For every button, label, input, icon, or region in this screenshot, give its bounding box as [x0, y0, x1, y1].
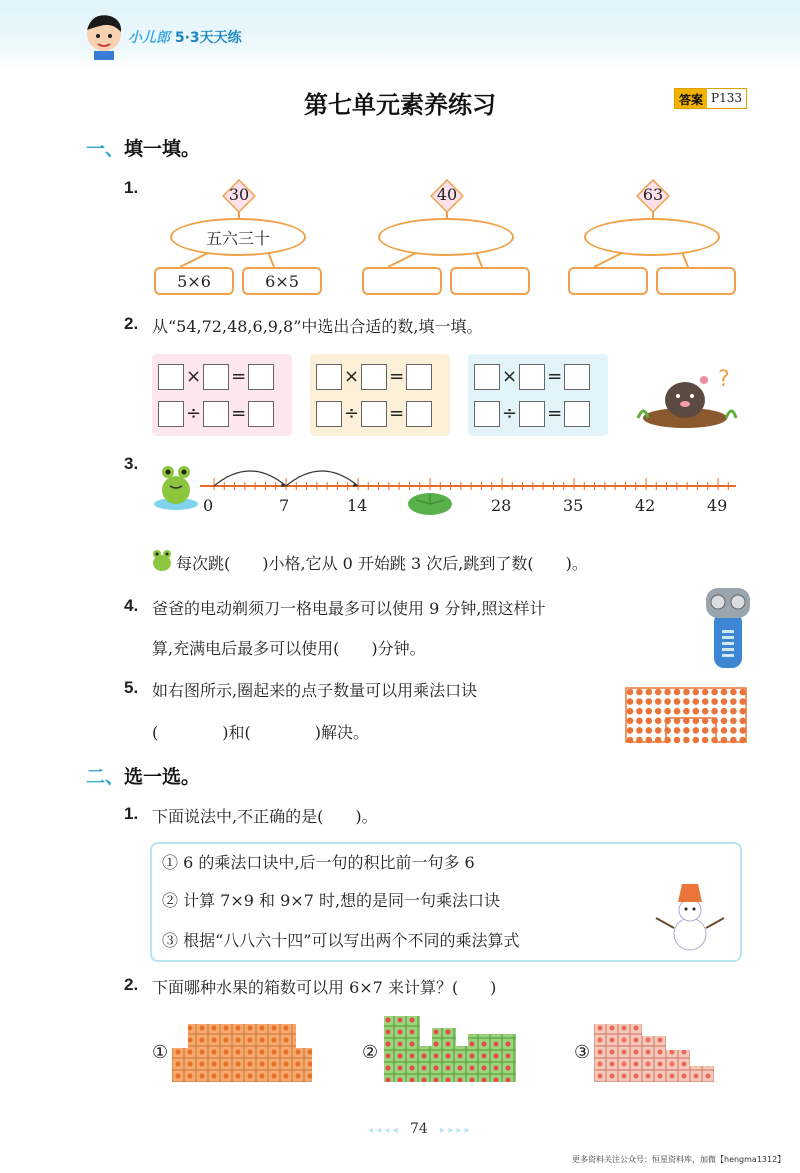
section2-number: 二、 — [86, 766, 125, 788]
blank-box[interactable] — [203, 401, 229, 427]
op: ÷ — [344, 403, 360, 424]
section1-number: 一、 — [86, 138, 125, 160]
tick-label: 49 — [707, 496, 728, 515]
blank-box[interactable] — [564, 364, 590, 390]
s1-q3-text: 每次跳( )小格,它从 0 开始跳 3 次后,跳到了数( )。 — [176, 554, 588, 573]
jump-arc-1 — [214, 471, 286, 486]
op: ÷ — [502, 403, 518, 424]
blank-box[interactable] — [203, 364, 229, 390]
blank-box[interactable] — [474, 401, 500, 427]
dot — [664, 698, 671, 705]
dot — [683, 689, 690, 696]
dot — [636, 727, 643, 734]
group1-middle: 五六三十 — [170, 218, 306, 256]
dot — [674, 689, 681, 696]
dot — [740, 737, 747, 744]
dot — [702, 708, 709, 715]
eq-row — [158, 401, 286, 427]
group2-middle[interactable] — [378, 218, 514, 256]
dot — [702, 698, 709, 705]
footer-dots-left: ◂ ◂ ◂ ◂ — [368, 1125, 398, 1136]
dot — [683, 698, 690, 705]
dot — [740, 698, 747, 705]
dot — [721, 698, 728, 705]
crate-block — [432, 1028, 456, 1082]
crate-figure-2 — [382, 1014, 522, 1084]
dot — [721, 737, 728, 744]
dot — [721, 727, 728, 734]
dot — [711, 718, 718, 725]
tick-label: 0 — [203, 496, 214, 515]
dot — [627, 718, 634, 725]
eq-row — [474, 364, 602, 390]
group3-right[interactable] — [656, 267, 736, 295]
s1-q4-number: 4. — [124, 596, 139, 615]
crate-figure-3 — [594, 1022, 718, 1084]
dot — [683, 727, 690, 734]
blank-box[interactable] — [406, 364, 432, 390]
brand — [128, 27, 242, 47]
dot — [646, 689, 653, 696]
dot — [693, 727, 700, 734]
tick-labels — [200, 496, 740, 518]
fig-label-1[interactable]: ① — [152, 1042, 169, 1063]
blank-box[interactable] — [519, 364, 545, 390]
dot — [655, 737, 662, 744]
frog-icon — [152, 460, 200, 512]
brand-series: 5·3天天练 — [174, 30, 242, 46]
blank-box[interactable] — [361, 401, 387, 427]
group2-right[interactable] — [450, 267, 530, 295]
answer-label: 答案 — [675, 89, 707, 108]
blank-box[interactable] — [158, 364, 184, 390]
dot — [674, 737, 681, 744]
dot — [655, 698, 662, 705]
eq-row — [474, 401, 602, 427]
blank-box[interactable] — [406, 401, 432, 427]
page-title: 第七单元素养练习 — [304, 91, 496, 119]
group1-top: 30 — [228, 185, 250, 204]
dot — [674, 698, 681, 705]
snowman-icon — [652, 880, 728, 952]
dot — [627, 708, 634, 715]
dot-grid — [622, 684, 752, 748]
page-number: 74 — [410, 1121, 428, 1137]
section2-title: 选一选。 — [124, 766, 201, 788]
eq-panel-2 — [310, 354, 450, 436]
dot — [664, 689, 671, 696]
dot — [646, 708, 653, 715]
s1-q4-line2: 算,充满电后最多可以使用( )分钟。 — [152, 639, 426, 658]
blank-box[interactable] — [316, 401, 342, 427]
dot — [636, 718, 643, 725]
s2-q1-number: 1. — [124, 804, 139, 823]
blank-box[interactable] — [316, 364, 342, 390]
s2-q2-number: 2. — [124, 975, 139, 994]
s1-q5-line2: ( )和( )解决。 — [152, 723, 369, 742]
s1-q1-number: 1. — [124, 178, 139, 197]
group3-top: 63 — [642, 185, 664, 204]
eq-row — [316, 364, 444, 390]
crate-figure-1 — [172, 1022, 316, 1084]
blank-box[interactable] — [474, 364, 500, 390]
dot — [740, 718, 747, 725]
group2-left[interactable] — [362, 267, 442, 295]
fig-label-3[interactable]: ③ — [574, 1042, 591, 1063]
boy-mascot-icon — [82, 10, 126, 60]
group2-top: 40 — [436, 185, 458, 204]
blank-box[interactable] — [158, 401, 184, 427]
blank-box[interactable] — [564, 401, 590, 427]
dot — [664, 727, 671, 734]
answer-badge — [674, 88, 747, 109]
s1-q4-line1: 爸爸的电动剃须刀一格电最多可以使用 9 分钟,照这样计 — [152, 599, 546, 618]
dot — [664, 718, 671, 725]
dot — [740, 689, 747, 696]
dot — [636, 689, 643, 696]
dot — [646, 737, 653, 744]
dot — [702, 689, 709, 696]
dot — [711, 698, 718, 705]
dot — [730, 737, 737, 744]
op: = — [547, 403, 563, 424]
s1-q5-line1: 如右图所示,圈起来的点子数量可以用乘法口诀 — [152, 681, 478, 700]
tick-label: 7 — [279, 496, 290, 515]
shaver-icon — [700, 586, 756, 670]
section2-heading — [86, 762, 200, 789]
dot — [655, 727, 662, 734]
dot — [664, 708, 671, 715]
option-2[interactable]: ② 计算 7×9 和 9×7 时,想的是同一句乘法口诀 — [162, 891, 501, 910]
dot — [730, 698, 737, 705]
dot — [655, 718, 662, 725]
dot — [740, 727, 747, 734]
option-3[interactable]: ③ 根据“八八六十四”可以写出两个不同的乘法算式 — [162, 931, 520, 950]
s1-q2-number: 2. — [124, 314, 139, 333]
dot — [627, 737, 634, 744]
dot — [711, 727, 718, 734]
section1-title: 填一填。 — [124, 138, 201, 160]
dot — [627, 698, 634, 705]
dot — [702, 737, 709, 744]
s1-q2-text: 从“54,72,48,6,9,8”中选出合适的数,填一填。 — [152, 317, 483, 336]
crate-block — [468, 1034, 516, 1082]
dot — [730, 689, 737, 696]
blank-box[interactable] — [361, 364, 387, 390]
op: × — [502, 366, 518, 387]
brand-kid: 小儿郎 — [128, 30, 170, 46]
small-frog-icon — [150, 548, 174, 572]
dot — [636, 698, 643, 705]
dot — [683, 737, 690, 744]
s2-q2-text: 下面哪种水果的箱数可以用 6×7 来计算？( ) — [152, 978, 497, 997]
dot — [655, 708, 662, 715]
dot — [674, 708, 681, 715]
op: × — [186, 366, 202, 387]
dot — [711, 737, 718, 744]
dot — [730, 718, 737, 725]
blank-box[interactable] — [248, 401, 274, 427]
group3-left[interactable] — [568, 267, 648, 295]
answer-page: P133 — [711, 91, 742, 105]
dot-grid-outline — [626, 688, 746, 742]
dot — [646, 698, 653, 705]
op: = — [389, 403, 405, 424]
blank-box[interactable] — [519, 401, 545, 427]
group3-middle[interactable] — [584, 218, 720, 256]
dot — [646, 718, 653, 725]
fig-label-2[interactable]: ② — [362, 1042, 379, 1063]
eq-panel-1 — [152, 354, 292, 436]
op: = — [547, 366, 563, 387]
dot — [730, 727, 737, 734]
footer-dots-right: ▸ ▸ ▸ ▸ — [440, 1125, 470, 1136]
dot — [683, 718, 690, 725]
dot — [693, 737, 700, 744]
eq-row — [158, 364, 286, 390]
dot — [683, 708, 690, 715]
dot — [674, 727, 681, 734]
dot — [711, 708, 718, 715]
dot — [711, 689, 718, 696]
group1-right: 6×5 — [242, 267, 322, 295]
s1-q5-number: 5. — [124, 678, 139, 697]
op: ÷ — [186, 403, 202, 424]
dot — [693, 689, 700, 696]
tick-label: 28 — [491, 496, 512, 515]
dot — [636, 737, 643, 744]
blank-box[interactable] — [248, 364, 274, 390]
dot — [740, 708, 747, 715]
dot — [693, 718, 700, 725]
dot — [646, 727, 653, 734]
dot — [693, 698, 700, 705]
crate-block — [172, 1048, 312, 1082]
dot — [702, 718, 709, 725]
dot — [721, 718, 728, 725]
eq-row — [316, 401, 444, 427]
tick-label: 14 — [347, 496, 368, 515]
svg-text:?: ? — [718, 367, 730, 392]
dot — [721, 689, 728, 696]
dot — [702, 727, 709, 734]
dot — [655, 689, 662, 696]
dot — [721, 708, 728, 715]
dot — [664, 737, 671, 744]
dot — [693, 708, 700, 715]
jump-arc-2 — [286, 471, 358, 486]
group1-left: 5×6 — [154, 267, 234, 295]
eq-panel-3 — [468, 354, 608, 436]
op: × — [344, 366, 360, 387]
s1-q3-number: 3. — [124, 454, 139, 473]
dot — [674, 718, 681, 725]
tick-label: 35 — [563, 496, 584, 515]
dot — [627, 727, 634, 734]
footer-note: 更多资料关注公众号：恒星资料库，加微【hengma1312】 — [572, 1155, 786, 1164]
dot — [636, 708, 643, 715]
section1-heading — [86, 134, 200, 161]
dot — [730, 708, 737, 715]
op: = — [231, 366, 247, 387]
op: = — [231, 403, 247, 424]
dot — [627, 689, 634, 696]
tick-label: 42 — [635, 496, 656, 515]
mole-icon — [630, 366, 740, 428]
crate-block — [594, 1066, 714, 1082]
option-1[interactable]: ① 6 的乘法口诀中,后一句的积比前一句多 6 — [162, 853, 475, 872]
op: = — [389, 366, 405, 387]
s2-q1-text: 下面说法中,不正确的是( )。 — [152, 807, 378, 826]
